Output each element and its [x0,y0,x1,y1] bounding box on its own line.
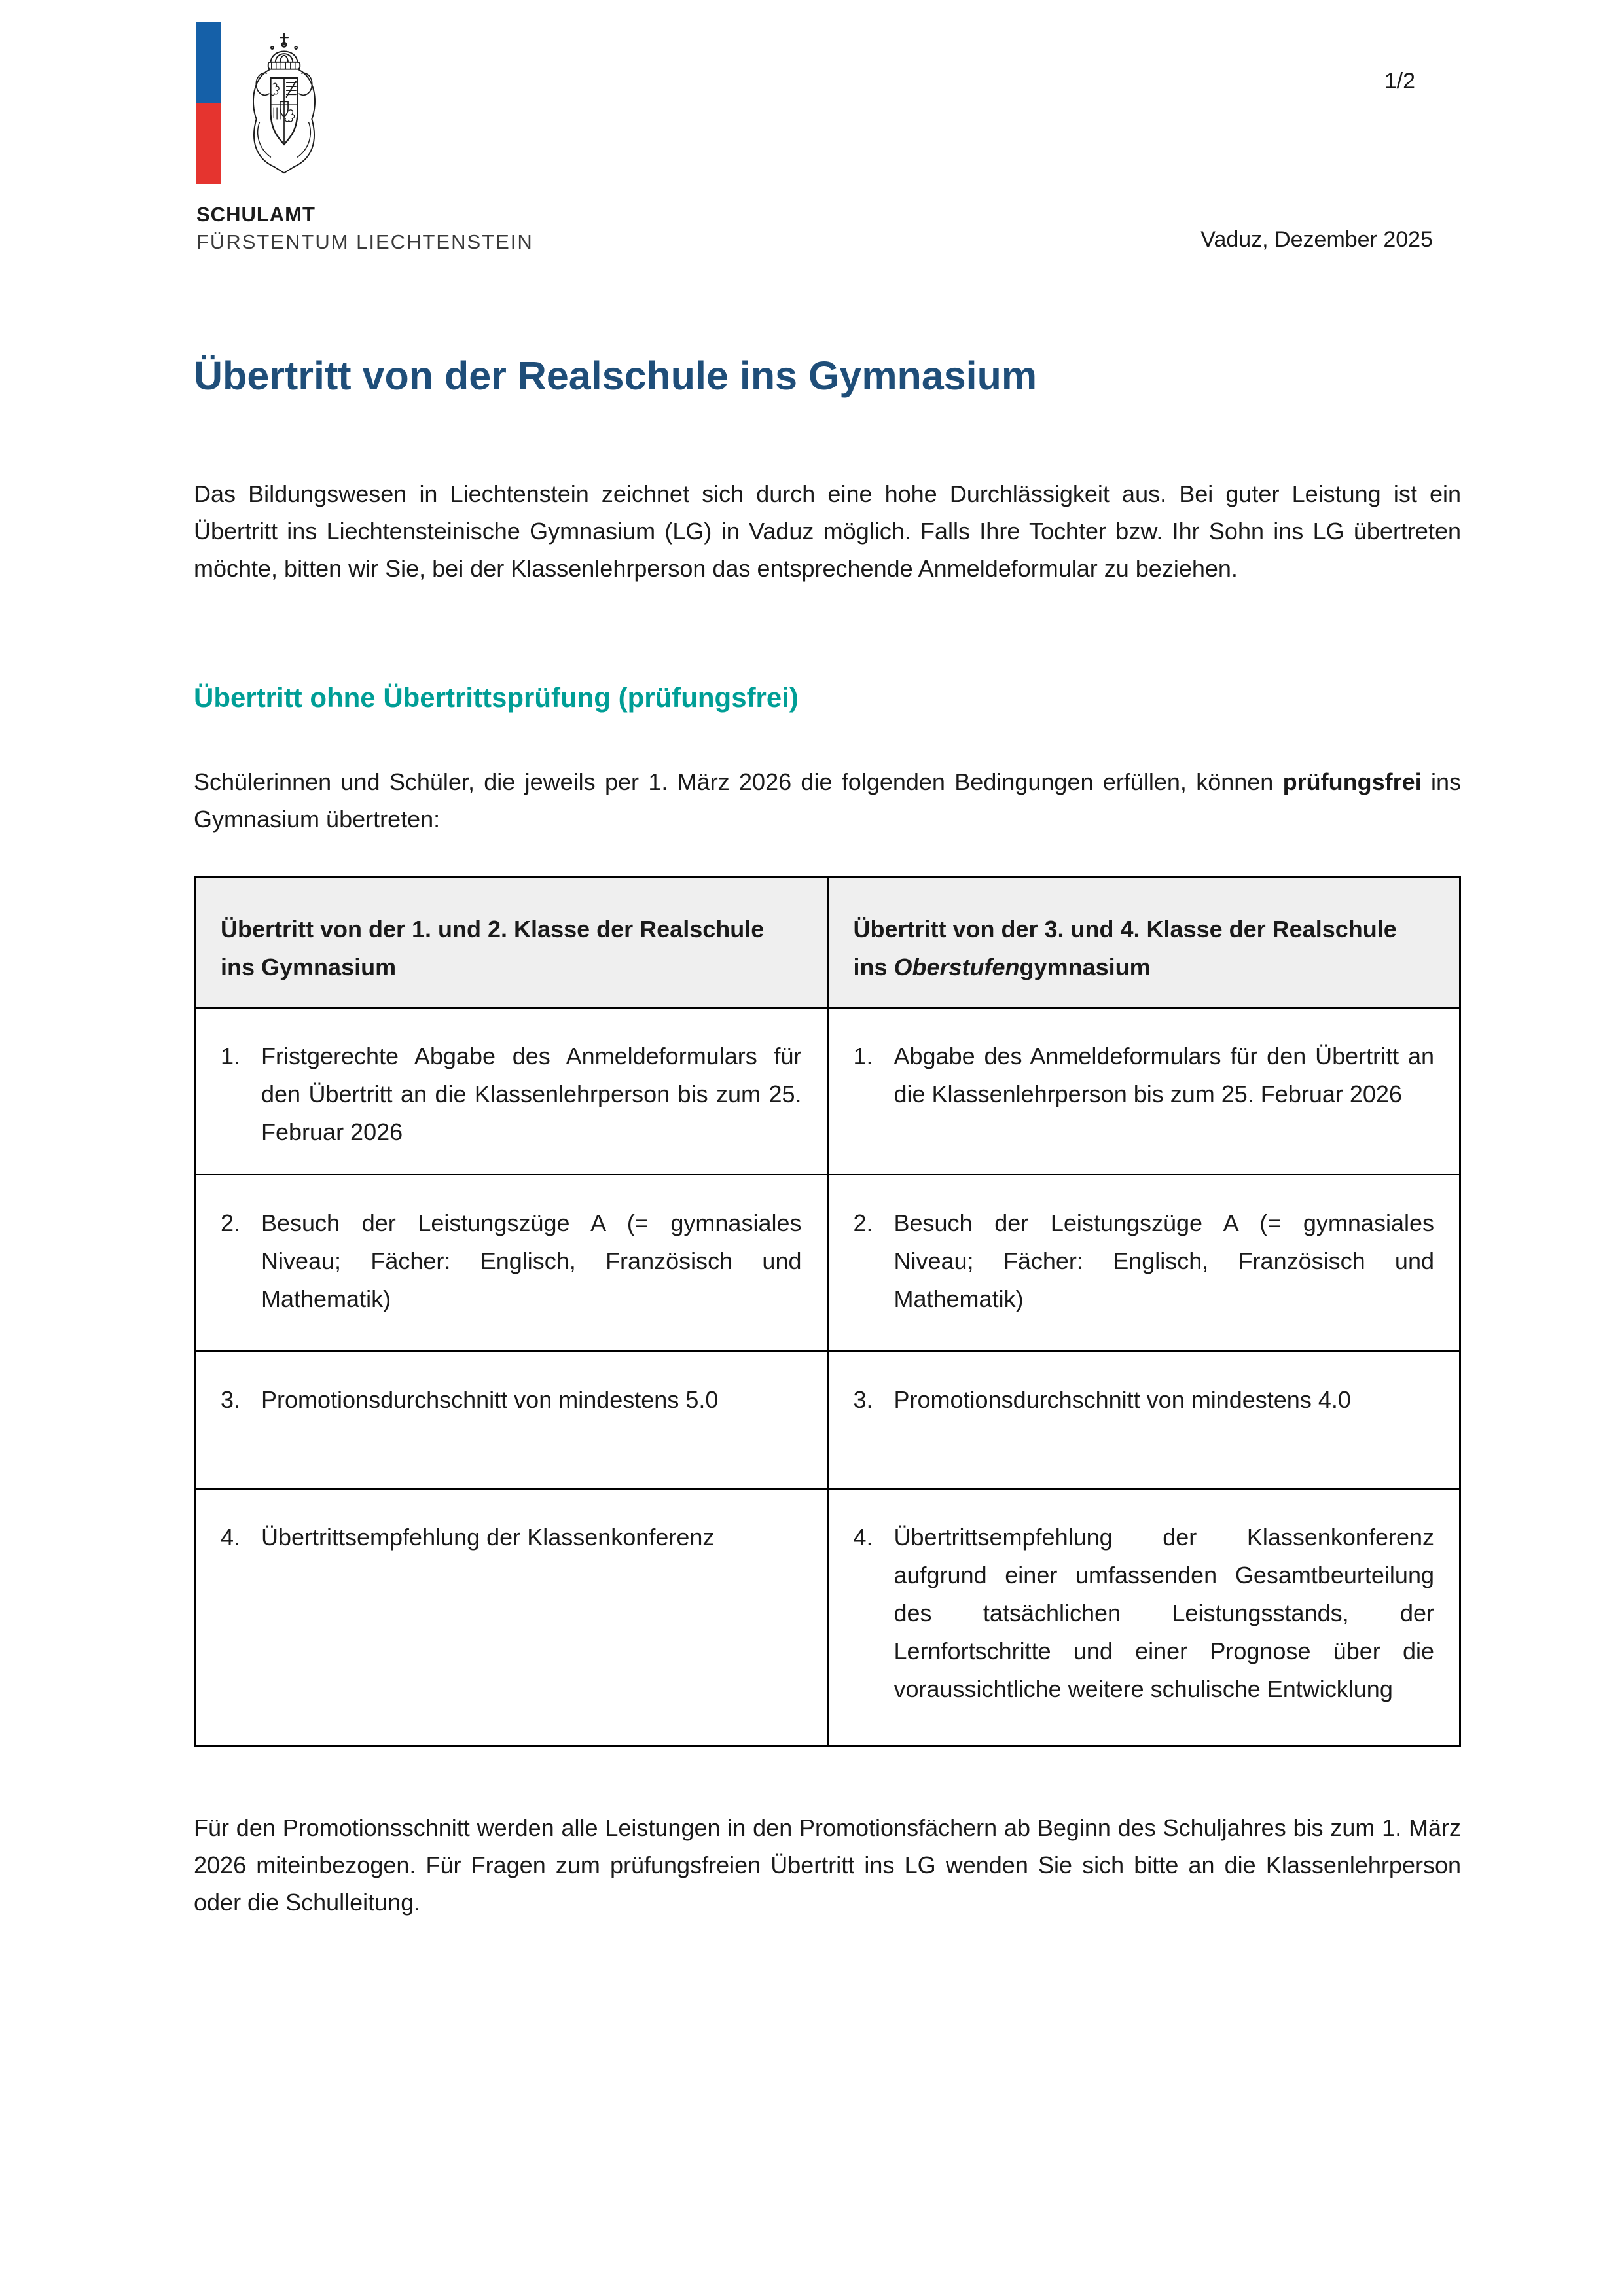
logo-flag-bar [196,22,221,184]
list-number: 4. [853,1524,873,1551]
table-header-right [827,877,1460,1008]
page-number: 1/2 [1384,69,1415,94]
table-cell-left-3 [195,1352,828,1489]
coat-of-arms-icon [240,29,329,187]
logo-flag-bar-red [196,103,221,184]
table-cell-left-2 [195,1175,828,1352]
org-subtitle: FÜRSTENTUM LIECHTENSTEIN [196,230,533,253]
closing-paragraph: Für den Promotionsschnitt werden alle Leistungen in den Promotionsfächern ab Beginn des Schuljahres bis zum 1. März 2026 miteinbezogen. Für Fragen zum prüfungsfreien Übertritt ins LG wenden Sie sich bitte an die Klassenlehrperson oder die Schulleitung. [194,1814,1461,1916]
table-header-right-suffix: gymnasium [1019,954,1151,980]
table-header-row [195,877,1460,1008]
criterion-text: Promotionsdurchschnitt von mindestens 5.0 [261,1386,719,1413]
table-header-left-text: Übertritt von der 1. und 2. Klasse der Realschule ins Gymnasium [221,916,765,980]
table-cell-left-1 [195,1008,828,1175]
table-cell-left-4 [195,1489,828,1746]
criterion-text: Übertrittsempfehlung der Klassenkonferenz aufgrund einer umfassenden Gesamtbeurteilung des tatsächlichen Leistungsstands, der Lernfortschritte und einer Prognose über die voraussichtliche weitere schulische Entwicklung [893,1524,1434,1702]
document-title: Übertritt von der Realschule ins Gymnasium [194,353,1038,398]
date-line: Vaduz, Dezember 2025 [1200,227,1433,252]
lead-text-bold: prüfungsfrei [1282,768,1422,795]
table-row [195,1489,1460,1746]
table-row [195,1008,1460,1175]
list-number: 3. [853,1386,873,1413]
criterion-text: Besuch der Leistungszüge A (= gymnasiales Niveau; Fächer: Englisch, Französisch und Mathematik) [261,1210,802,1312]
logo-flag-bar-blue [196,22,221,103]
table-header-left [195,877,828,1008]
list-number: 1. [221,1043,241,1069]
section-heading: Übertritt ohne Übertrittsprüfung (prüfungsfrei) [194,682,799,713]
table-row [195,1352,1460,1489]
table-row [195,1175,1460,1352]
org-name: SCHULAMT [196,203,316,226]
lead-text-after: ins Gymnasium übertreten: [194,768,1462,833]
lead-text-before: Schülerinnen und Schüler, die jeweils per 1. März 2026 die folgenden Bedingungen erfüllen, können [194,768,1283,795]
list-number: 3. [221,1386,241,1413]
criterion-text: Besuch der Leistungszüge A (= gymnasiales Niveau; Fächer: Englisch, Französisch und Mathematik) [893,1210,1434,1312]
criterion-text: Abgabe des Anmeldeformulars für den Übertritt an die Klassenlehrperson bis zum 25. Februar 2026 [893,1043,1434,1107]
lead-paragraph [194,763,1461,838]
criterion-text: Promotionsdurchschnitt von mindestens 4.0 [893,1386,1351,1413]
table-header-right-text: Übertritt von der 3. und 4. Klasse der Realschule ins [853,916,1397,980]
list-number: 1. [853,1043,873,1069]
transfer-conditions-table [194,876,1461,1747]
intro-paragraph: Das Bildungswesen in Liechtenstein zeichnet sich durch eine hohe Durchlässigkeit aus. Bei guter Leistung ist ein Übertritt ins Liechtensteinische Gymnasium (LG) in Vaduz möglich. Falls Ihre Tochter bzw. Ihr Sohn ins LG übertreten möchte, bitten wir Sie, bei der Klassenlehrperson das entsprechende Anmeldeformular zu beziehen. [194,480,1461,582]
table-cell-right-3 [827,1352,1460,1489]
table-cell-right-2 [827,1175,1460,1352]
criterion-text: Übertrittsempfehlung der Klassenkonferenz [261,1524,715,1551]
table-cell-right-1 [827,1008,1460,1175]
table-header-right-italic: Oberstufen [893,954,1020,980]
criterion-text: Fristgerechte Abgabe des Anmeldeformulars für den Übertritt an die Klassenlehrperson bis zum 25. Februar 2026 [261,1043,802,1145]
table-cell-right-4 [827,1489,1460,1746]
list-number: 2. [221,1210,241,1236]
list-number: 4. [221,1524,241,1551]
list-number: 2. [853,1210,873,1236]
